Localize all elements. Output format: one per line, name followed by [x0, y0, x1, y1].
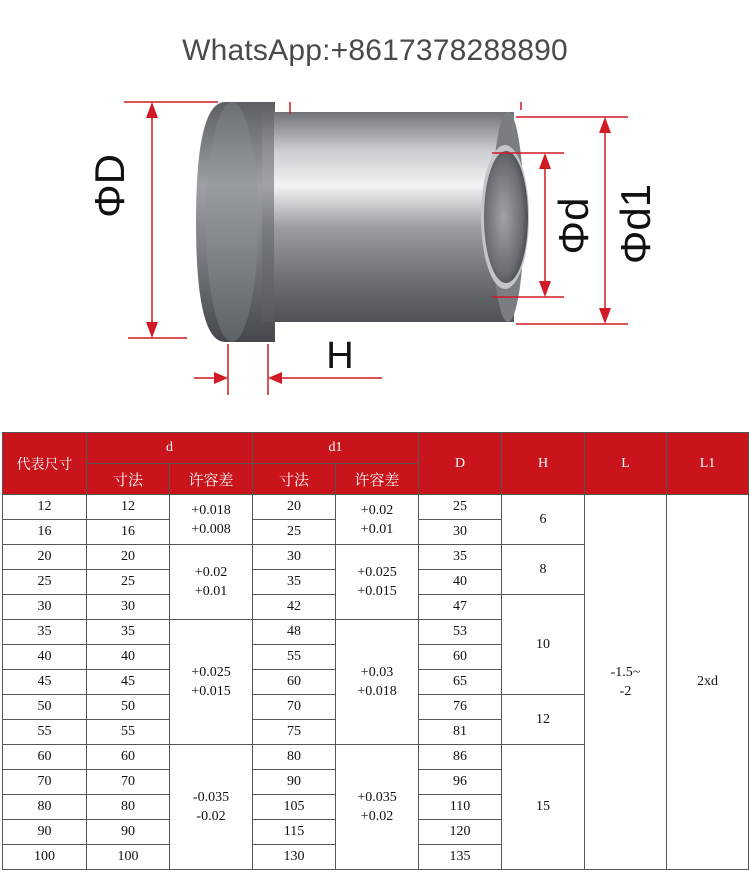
cell-d1-size: 55	[253, 645, 336, 670]
cell-code: 50	[3, 695, 87, 720]
cell-D: 86	[419, 745, 502, 770]
cell-code: 16	[3, 520, 87, 545]
cell-d-size: 40	[87, 645, 170, 670]
header-L1: L1	[667, 433, 749, 495]
header-d1-size: 寸法	[253, 464, 336, 495]
cell-d1-tolerance: +0.025 +0.015	[336, 545, 419, 620]
cell-d1-size: 42	[253, 595, 336, 620]
header-d: d	[87, 433, 253, 464]
cell-D: 40	[419, 570, 502, 595]
cell-code: 45	[3, 670, 87, 695]
cell-H: 8	[502, 545, 585, 595]
cell-d1-size: 130	[253, 845, 336, 870]
label-phi-d1: Φd1	[612, 183, 659, 265]
cell-d1-size: 70	[253, 695, 336, 720]
cell-d1-size: 115	[253, 820, 336, 845]
cell-d-size: 45	[87, 670, 170, 695]
cell-code: 80	[3, 795, 87, 820]
header-H: H	[502, 433, 585, 495]
cell-d1-tolerance: +0.035 +0.02	[336, 745, 419, 870]
cell-code: 55	[3, 720, 87, 745]
whatsapp-watermark: WhatsApp:+8617378288890	[182, 34, 568, 67]
cell-d-size: 90	[87, 820, 170, 845]
cell-d-size: 25	[87, 570, 170, 595]
cell-D: 96	[419, 770, 502, 795]
cell-d1-size: 25	[253, 520, 336, 545]
header-D: D	[419, 433, 502, 495]
cell-d1-size: 48	[253, 620, 336, 645]
cell-code: 20	[3, 545, 87, 570]
cell-d-tolerance: +0.025 +0.015	[170, 620, 253, 745]
cell-d-size: 50	[87, 695, 170, 720]
cell-D: 30	[419, 520, 502, 545]
cell-D: 135	[419, 845, 502, 870]
cell-code: 100	[3, 845, 87, 870]
cell-H: 15	[502, 745, 585, 870]
header-d-tolerance: 许容差	[170, 464, 253, 495]
cell-code: 90	[3, 820, 87, 845]
cell-L1: 2xd	[667, 495, 749, 870]
cell-d-size: 55	[87, 720, 170, 745]
cell-D: 110	[419, 795, 502, 820]
cell-d1-tolerance: +0.02 +0.01	[336, 495, 419, 545]
cell-D: 25	[419, 495, 502, 520]
cell-d1-size: 35	[253, 570, 336, 595]
cell-H: 12	[502, 695, 585, 745]
body-shape	[262, 112, 514, 322]
cell-D: 60	[419, 645, 502, 670]
label-phi-d: Φd	[550, 197, 597, 255]
cell-H: 6	[502, 495, 585, 545]
cell-D: 53	[419, 620, 502, 645]
header-d1-tolerance: 许容差	[336, 464, 419, 495]
cell-d-size: 60	[87, 745, 170, 770]
cell-d1-size: 80	[253, 745, 336, 770]
cell-d-size: 35	[87, 620, 170, 645]
cell-D: 65	[419, 670, 502, 695]
cell-code: 60	[3, 745, 87, 770]
cell-d-size: 16	[87, 520, 170, 545]
cell-code: 40	[3, 645, 87, 670]
cell-code: 30	[3, 595, 87, 620]
header-L: L	[585, 433, 667, 495]
cell-d1-tolerance: +0.03 +0.018	[336, 620, 419, 745]
cell-D: 35	[419, 545, 502, 570]
cell-d-size: 100	[87, 845, 170, 870]
cell-D: 76	[419, 695, 502, 720]
cell-d-tolerance: +0.018 +0.008	[170, 495, 253, 545]
label-phi-D: ΦD	[86, 154, 133, 218]
cell-d-tolerance: -0.035 -0.02	[170, 745, 253, 870]
cell-d-tolerance: +0.02 +0.01	[170, 545, 253, 620]
cell-code: 70	[3, 770, 87, 795]
cell-d1-size: 60	[253, 670, 336, 695]
bushing-drawing	[0, 80, 750, 410]
cell-d-size: 12	[87, 495, 170, 520]
table-row	[3, 495, 749, 520]
spec-table	[2, 432, 749, 870]
header-code: 代表尺寸	[3, 433, 87, 495]
cell-code: 35	[3, 620, 87, 645]
header-d-size: 寸法	[87, 464, 170, 495]
cell-d1-size: 105	[253, 795, 336, 820]
cell-d1-size: 20	[253, 495, 336, 520]
cell-code: 25	[3, 570, 87, 595]
cell-d-size: 20	[87, 545, 170, 570]
cell-H: 10	[502, 595, 585, 695]
label-H: H	[326, 335, 354, 377]
cell-L: -1.5~ -2	[585, 495, 667, 870]
cell-d1-size: 90	[253, 770, 336, 795]
cell-D: 47	[419, 595, 502, 620]
header-d1: d1	[253, 433, 419, 464]
cell-d-size: 70	[87, 770, 170, 795]
cell-d1-size: 30	[253, 545, 336, 570]
cell-D: 120	[419, 820, 502, 845]
cell-d-size: 80	[87, 795, 170, 820]
cell-code: 12	[3, 495, 87, 520]
cell-d-size: 30	[87, 595, 170, 620]
cell-d1-size: 75	[253, 720, 336, 745]
cell-D: 81	[419, 720, 502, 745]
